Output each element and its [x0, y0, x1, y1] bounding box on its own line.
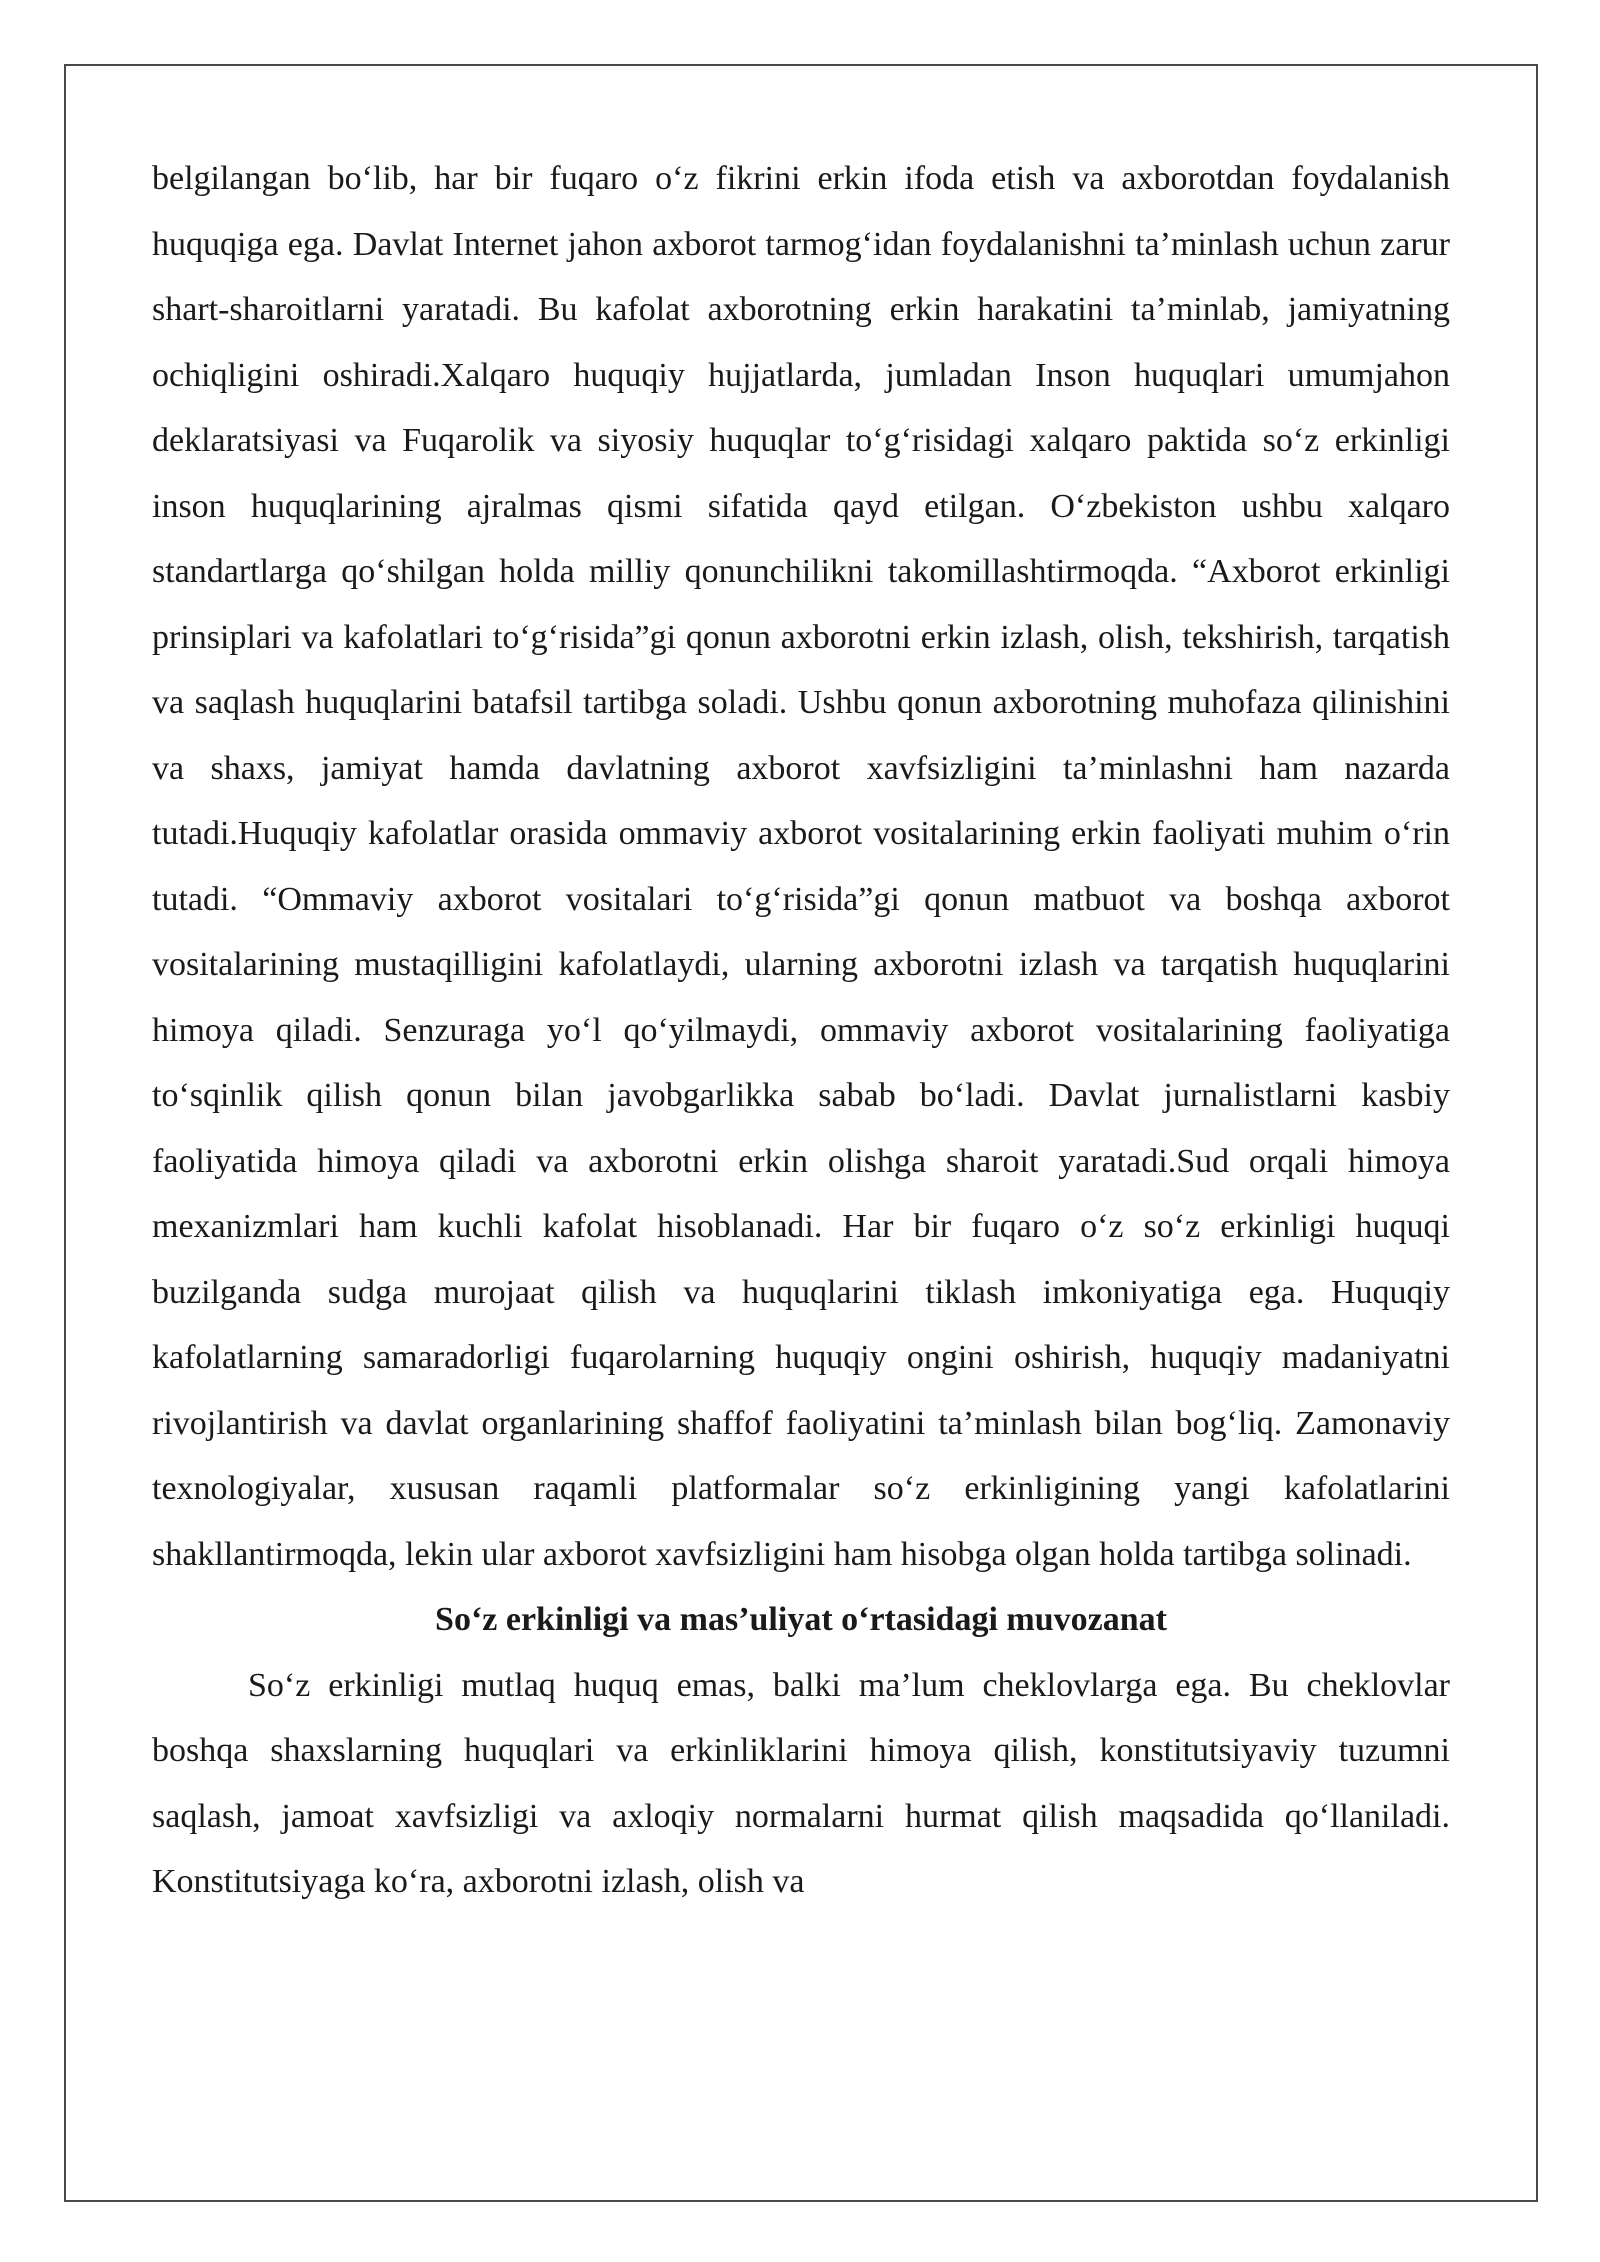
body-paragraph-continuation: belgilangan bo‘lib, har bir fuqaro o‘z fikrini erkin ifoda etish va axborotdan foydalanish huquqiga ega. Davlat Internet jahon axborot tarmog‘idan foydalanishni ta’minlash uchun zarur shart-sharoitlarni yaratadi. Bu kafolat axborotning erkin harakatini ta’minlab, jamiyatning ochiqligini oshiradi.Xalqaro huquqiy hujjatlarda, jumladan Inson huquqlari umumjahon deklaratsiyasi va Fuqarolik va siyosiy huquqlar to‘g‘risidagi xalqaro paktida so‘z erkinligi inson huquqlarining ajralmas qismi sifatida qayd etilgan. O‘zbekiston ushbu xalqaro standartlarga qo‘shilgan holda milliy qonunchilikni takomillashtirmoqda. “Axborot erkinligi prinsiplari va kafolatlari to‘g‘risida”gi qonun axborotni erkin izlash, olish, tekshirish, tarqatish va saqlash huquqlarini batafsil tartibga soladi. Ushbu qonun axborotning muhofaza qilinishini va shaxs, jamiyat hamda davlatning axborot xavfsizligini ta’minlashni ham nazarda tutadi.Huquqiy kafolatlar orasida ommaviy axborot vositalarining erkin faoliyati muhim o‘rin tutadi. “Ommaviy axborot vositalari to‘g‘risida”gi qonun matbuot va boshqa axborot vositalarining mustaqilligini kafolatlaydi, ularning axborotni izlash va tarqatish huquqlarini himoya qiladi. Senzuraga yo‘l qo‘yilmaydi, ommaviy axborot vositalarining faoliyatiga to‘sqinlik qilish qonun bilan javobgarlikka sabab bo‘ladi. Davlat jurnalistlarni kasbiy faoliyatida himoya qiladi va axborotni erkin olishga sharoit yaratadi.Sud orqali himoya mexanizmlari ham kuchli kafolat hisoblanadi. Har bir fuqaro o‘z so‘z erkinligi huquqi buzilganda sudga murojaat qilish va huquqlarini tiklash imkoniyatiga ega. Huquqiy kafolatlarning samaradorligi fuqarolarning huquqiy ongini oshirish, huquqiy madaniyatni rivojlantirish va davlat organlarining shaffof faoliyatini ta’minlash bilan bog‘liq. Zamonaviy texnologiyalar, xususan raqamli platformalar so‘z erkinligining yangi kafolatlarini shakllantirmoqda, lekin ular axborot xavfsizligini ham hisobga olgan holda tartibga solinadi.: [152, 160, 1450, 1573]
section-heading: So‘z erkinligi va mas’uliyat o‘rtasidagi muvozanat: [435, 1601, 1167, 1638]
body-paragraph-section-start: So‘z erkinligi mutlaq huquq emas, balki ma’lum cheklovlarga ega. Bu cheklovlar boshqa shaxslarning huquqlari va erkinliklarini himoya qilish, konstitutsiyaviy tuzumni saqlash, jamoat xavfsizligi va axloqiy normalarni hurmat qilish maqsadida qo‘llaniladi. Konstitutsiyaga ko‘ra, axborotni izlash, olish va: [152, 1666, 1450, 1900]
document-body: [152, 146, 1450, 1915]
